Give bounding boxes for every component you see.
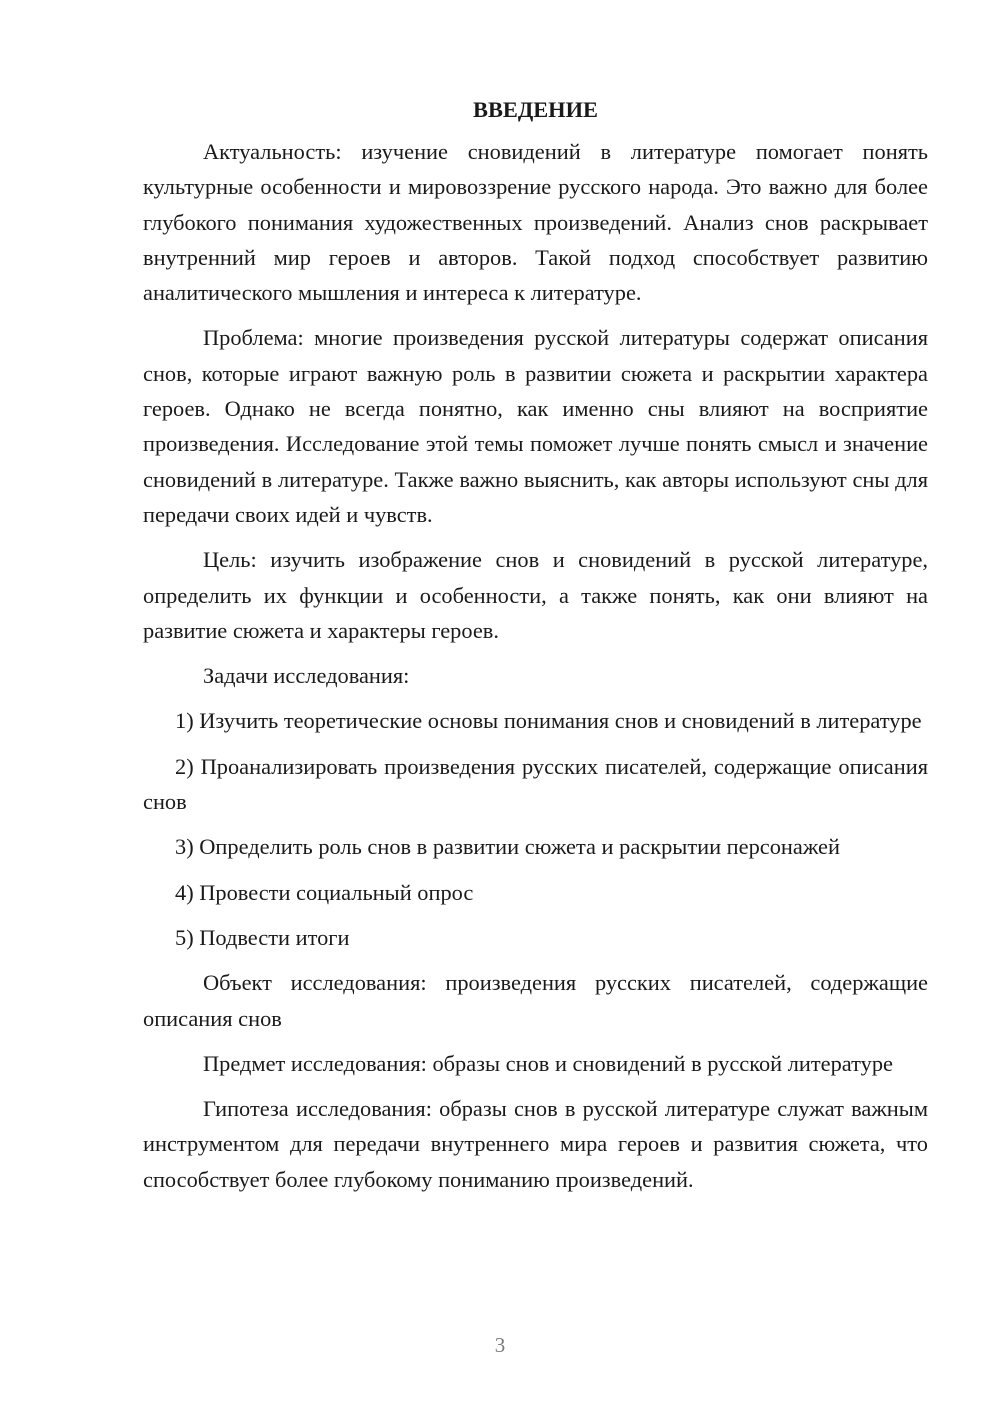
task-item: 5) Подвести итоги [175, 924, 350, 950]
tasks-heading: Задачи исследования: [203, 663, 410, 689]
page-number: 3 [494, 1333, 506, 1357]
task-item: 4) Провести социальный опрос [175, 879, 474, 905]
problem-paragraph: Проблема: многие произведения русской литературы содержат описания снов, которые играют важную роль в развитии сюжета и раскрытии характера героев. Однако не всегда понятно, как именно сны влияют на восприятие произведения. Исследование этой темы поможет лучше понять смысл и значение сновидений в литературе. Также важно выяснить, как авторы используют сны для передачи своих идей и чувств. [143, 325, 928, 527]
object-paragraph: Объект исследования: произведения русских писателей, содержащие описания снов [143, 970, 928, 1031]
task-item: 2) Проанализировать произведения русских писателей, содержащие описания снов [143, 753, 928, 815]
document-page [143, 92, 928, 1207]
relevance-paragraph: Актуальность: изучение сновидений в литературе помогает понять культурные особенности и мировоззрение русского народа. Это важно для более глубокого понимания художественных произведений. Анализ снов раскрывает внутренний мир героев и авторов. Такой подход способствует развитию аналитического мышления и интереса к литературе. [143, 139, 928, 306]
hypothesis-paragraph: Гипотеза исследования: образы снов в русской литературе служат важным инструментом для передачи внутреннего мира героев и развития сюжета, что способствует более глубокому пониманию произведений. [143, 1096, 928, 1192]
section-title: ВВЕДЕНИЕ [473, 97, 598, 122]
task-item: 3) Определить роль снов в развитии сюжета и раскрытии персонажей [175, 834, 840, 860]
task-item: 1) Изучить теоретические основы понимания снов и сновидений в литературе [175, 708, 922, 734]
goal-paragraph: Цель: изучить изображение снов и сновидений в русской литературе, определить их функции и особенности, а также понять, как они влияют на развитие сюжета и характеры героев. [143, 547, 928, 643]
subject-paragraph: Предмет исследования: образы снов и сновидений в русской литературе [203, 1050, 893, 1076]
